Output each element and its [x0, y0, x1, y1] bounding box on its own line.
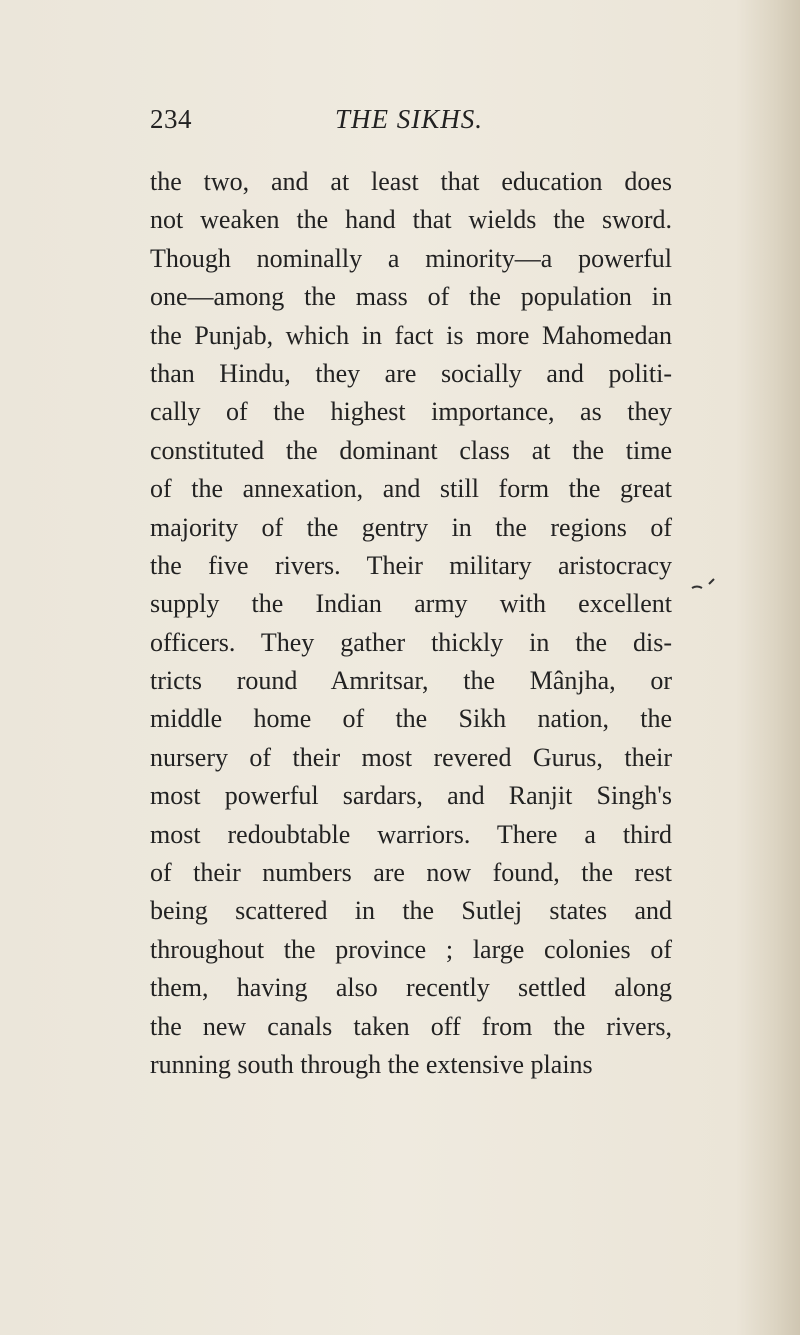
text-line: not weaken the hand that wields the sword. — [150, 205, 672, 235]
text-line: of their numbers are now found, the rest — [150, 858, 672, 888]
text-line: most powerful sardars, and Ranjit Singh's — [150, 781, 672, 811]
text-line: than Hindu, they are socially and politi- — [150, 358, 672, 388]
text-line: one—among the mass of the population in — [150, 282, 672, 312]
text-line: running south through the extensive plains — [150, 1049, 593, 1079]
body-text — [150, 163, 672, 1084]
text-line: the new canals taken off from the rivers, — [150, 1011, 672, 1041]
margin-mark-icon — [690, 576, 718, 592]
text-line: most redoubtable warriors. There a third — [150, 819, 672, 849]
text-line: middle home of the Sikh nation, the — [150, 704, 672, 734]
text-line: majority of the gentry in the regions of — [150, 512, 672, 542]
text-line: cally of the highest importance, as they — [150, 397, 672, 427]
text-line: being scattered in the Sutlej states and — [150, 896, 672, 926]
running-title: THE SIKHS. — [335, 104, 484, 134]
text-line: the two, and at least that education does — [150, 167, 672, 196]
text-line: nursery of their most revered Gurus, their — [150, 742, 672, 772]
text-line: Though nominally a minority—a powerful — [150, 243, 672, 273]
page-header — [150, 104, 670, 144]
page-number: 234 — [150, 104, 192, 134]
text-line: of the annexation, and still form the great — [150, 474, 672, 504]
text-line: the five rivers. Their military aristocracy — [150, 550, 672, 580]
text-line: constituted the dominant class at the time — [150, 435, 672, 465]
text-line: tricts round Amritsar, the Mânjha, or — [150, 666, 672, 696]
text-line: officers. They gather thickly in the dis- — [150, 627, 672, 657]
text-line: the Punjab, which in fact is more Mahomedan — [150, 320, 672, 350]
text-line: throughout the province ; large colonies of — [150, 934, 672, 964]
text-line: them, having also recently settled along — [150, 973, 672, 1003]
text-line: supply the Indian army with excellent — [150, 589, 672, 619]
